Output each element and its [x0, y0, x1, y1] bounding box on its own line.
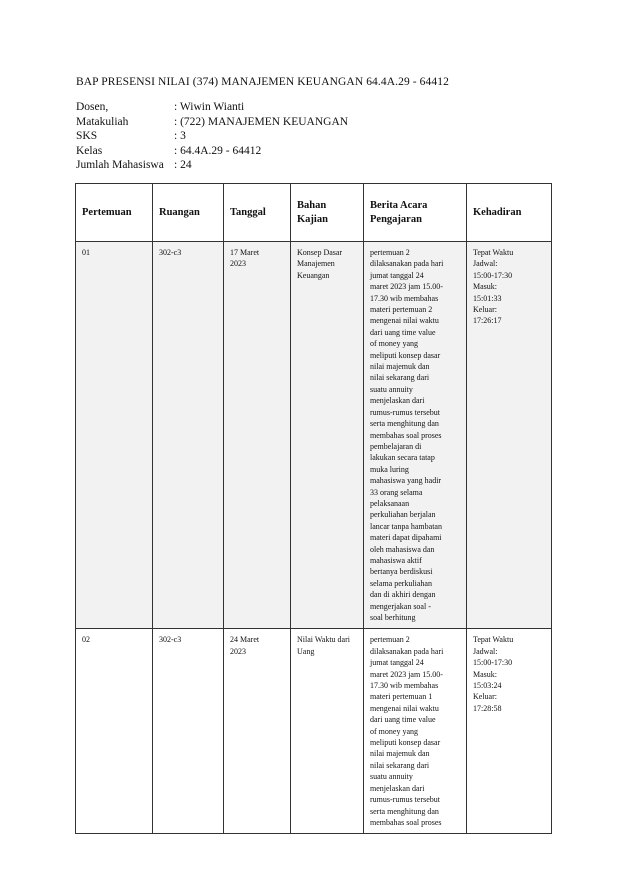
cell-bahan-kajian: Konsep Dasar Manajemen Keuangan — [291, 242, 364, 629]
cell-berita-acara: pertemuan 2 dilaksanakan pada hari jumat tanggal 24 maret 2023 jam 15.00- 17.30 wib membahas materi pertemuan 1 mengenai nilai waktu dari uang time value of money yang meliputi konsep dasar nilai majemuk dan nilai sekarang dari suatu annuity menjelaskan dari rumus-rumus tersebut serta menghitung dan membahas soal proses — [364, 629, 467, 834]
document-title: BAP PRESENSI NILAI (374) MANAJEMEN KEUANGAN 64.4A.29 - 64412 — [76, 76, 449, 88]
header-bahan-kajian: Bahan Kajian — [291, 184, 364, 242]
table-row — [76, 629, 552, 834]
header-pertemuan: Pertemuan — [76, 184, 153, 242]
cell-tanggal: 24 Maret 2023 — [224, 629, 291, 834]
info-label: Jumlah Mahasiswa — [76, 159, 164, 172]
header-tanggal: Tanggal — [224, 184, 291, 242]
cell-tanggal: 17 Maret 2023 — [224, 242, 291, 629]
cell-ruangan: 302-c3 — [153, 629, 224, 834]
cell-pertemuan: 01 — [76, 242, 153, 629]
cell-ruangan: 302-c3 — [153, 242, 224, 629]
cell-kehadiran: Tepat Waktu Jadwal: 15:00-17:30 Masuk: 15:03:24 Keluar: 17:28:58 — [467, 629, 552, 834]
cell-kehadiran: Tepat Waktu Jadwal: 15:00-17:30 Masuk: 15:01:33 Keluar: 17:26:17 — [467, 242, 552, 629]
table-row — [76, 242, 552, 629]
info-label: SKS — [76, 130, 98, 143]
info-row-kelas — [76, 144, 348, 159]
header-ruangan: Ruangan — [153, 184, 224, 242]
info-value: : (722) MANAJEMEN KEUANGAN — [174, 115, 349, 128]
info-label: Matakuliah — [76, 115, 129, 128]
info-row-jumlah-mahasiswa — [76, 158, 348, 173]
cell-pertemuan: 02 — [76, 629, 153, 834]
table-header-row — [76, 184, 552, 242]
info-value: : 24 — [174, 159, 192, 172]
info-label: Dosen, — [76, 101, 109, 113]
info-value: : 3 — [174, 130, 186, 143]
course-info — [76, 100, 348, 173]
info-value: : Wiwin Wianti — [174, 101, 245, 113]
info-row-sks — [76, 129, 348, 144]
cell-berita-acara: pertemuan 2 dilaksanakan pada hari jumat tanggal 24 maret 2023 jam 15.00- 17.30 wib membahas materi pertemuan 2 mengenai nilai waktu dari uang time value of money yang meliputi konsep dasar nilai majemuk dan nilai sekarang dari suatu annuity menjelaskan dari rumus-rumus tersebut serta menghitung dan membahas soal proses pembelajaran di lakukan secara tatap muka luring mahasiswa yang hadir 33 orang selama pelaksanaan perkuliahan berjalan lancar tanpa hambatan materi dapat dipahami oleh mahasiswa dan mahasiswa aktif bertanya berdiskusi selama perkuliahan dan di akhiri dengan mengerjakan soal - soal berhitung — [364, 242, 467, 629]
header-berita-acara: Berita Acara Pengajaran — [364, 184, 467, 242]
info-label: Kelas — [76, 144, 103, 157]
info-row-dosen — [76, 100, 348, 115]
header-kehadiran: Kehadiran — [467, 184, 552, 242]
info-row-matakuliah — [76, 115, 348, 130]
info-value: : 64.4A.29 - 64412 — [174, 144, 262, 157]
attendance-table — [75, 183, 552, 834]
cell-bahan-kajian: Nilai Waktu dari Uang — [291, 629, 364, 834]
